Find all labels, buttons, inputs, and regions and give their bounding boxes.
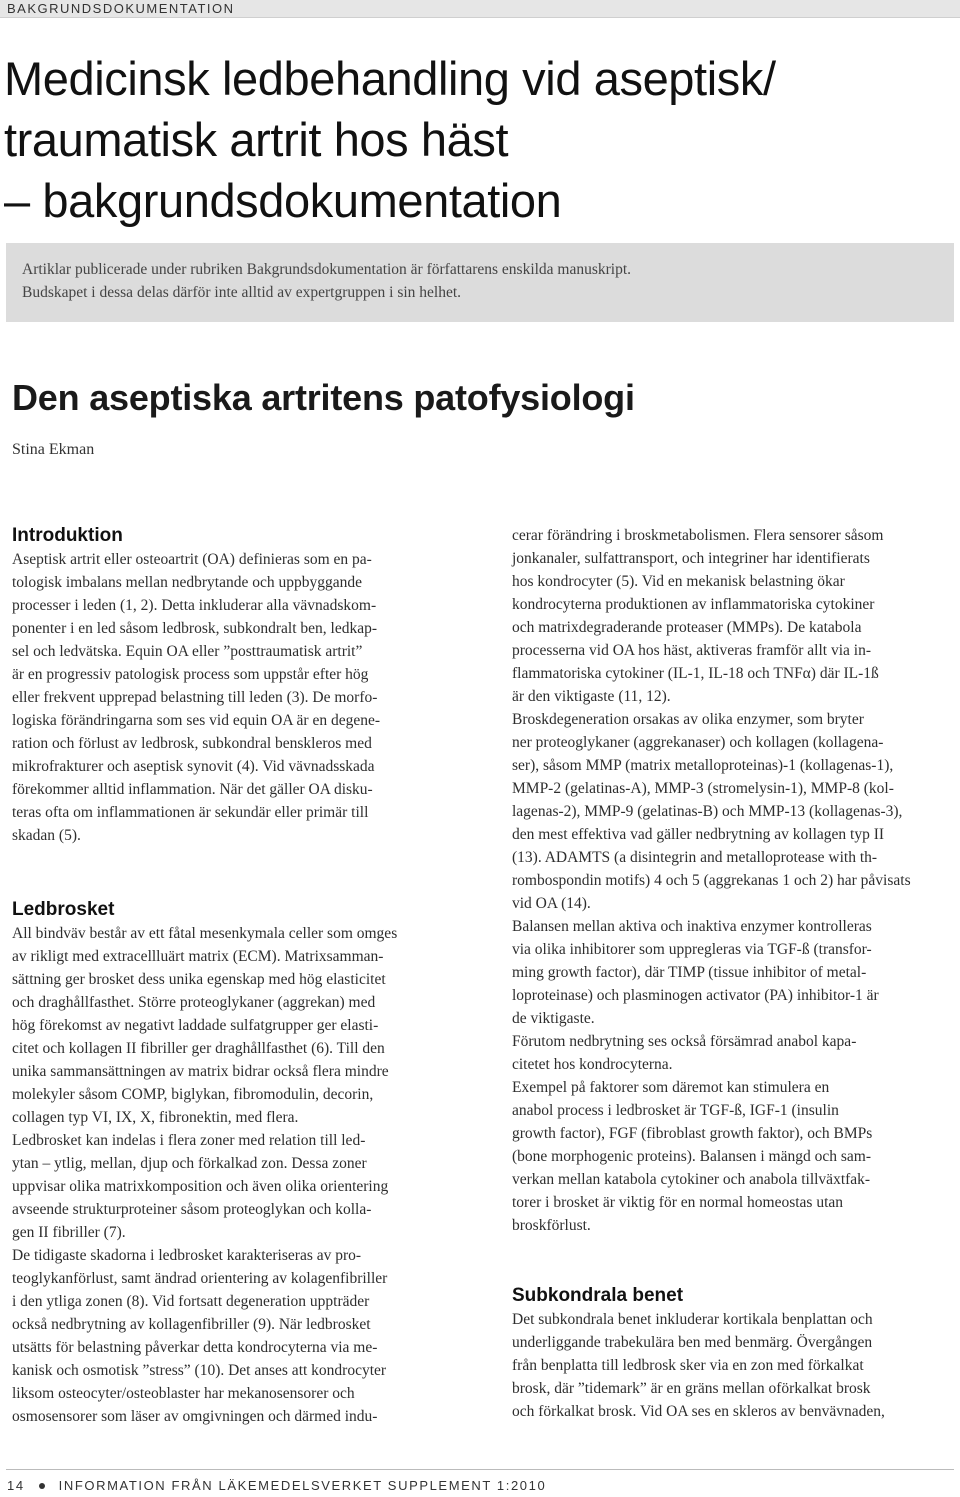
text-line: tologisk imbalans mellan nedbrytande och uppbyggande bbox=[12, 574, 362, 591]
text-line: skadan (5). bbox=[12, 827, 81, 844]
text-line: avseende strukturproteiner såsom proteoglykan och kolla- bbox=[12, 1201, 372, 1218]
text-line: gen II fibriller (7). bbox=[12, 1224, 126, 1241]
intro-paragraphs bbox=[12, 548, 452, 847]
subkondrala-paragraphs bbox=[512, 1308, 952, 1423]
text-line: förekommer alltid inflammation. När det gäller OA disku- bbox=[12, 781, 373, 798]
page-number: 14 bbox=[7, 1478, 25, 1493]
text-line: vid OA (14). bbox=[512, 895, 591, 912]
text-line: ponenter i en led såsom ledbrosk, subkondralt ben, ledkap- bbox=[12, 620, 378, 637]
title-line: – bakgrundsdokumentation bbox=[4, 174, 562, 227]
text-line: sel och ledvätska. Equin OA eller ”posttraumatisk artrit” bbox=[12, 643, 363, 660]
text-line: de viktigaste. bbox=[512, 1010, 595, 1027]
text-line: citet och kollagen II fibriller ger draghållfasthet (6). Till den bbox=[12, 1040, 385, 1057]
right-column bbox=[512, 524, 952, 1423]
article-author: Stina Ekman bbox=[12, 441, 95, 458]
text-line: ming growth factor), där TIMP (tissue inhibitor of metal- bbox=[512, 964, 867, 981]
text-line: underliggande trabekulära ben med benmärg. Övergången bbox=[512, 1334, 873, 1351]
text-line: av rikligt med extracellluärt matrix (ECM). Matrixsamman- bbox=[12, 948, 384, 965]
title-line: Medicinsk ledbehandling vid aseptisk/ bbox=[4, 52, 776, 105]
text-line: är en progressiv patologisk process som uppstår efter hög bbox=[12, 666, 369, 683]
disclaimer-box bbox=[6, 243, 954, 322]
text-line: ration och förlust av ledbrosk, subkondral benskleros med bbox=[12, 735, 372, 752]
text-line: osmosensorer som läser av omgivningen och därmed indu- bbox=[12, 1408, 378, 1425]
text-line: rombospondin motifs) 4 och 5 (aggrekanas 1 och 2) har påvisats bbox=[512, 872, 911, 889]
text-line: logiska förändringarna som ses vid equin OA är en degene- bbox=[12, 712, 381, 729]
section-label: BAKGRUNDSDOKUMENTATION bbox=[7, 1, 235, 16]
footer-divider bbox=[6, 1469, 954, 1470]
text-line: kondrocyterna produktionen av inflammatoriska cytokiner bbox=[512, 596, 875, 613]
text-line: Det subkondrala benet inkluderar kortikala benplattan och bbox=[512, 1311, 873, 1328]
text-line: flammatoriska cytokiner (IL-1, IL-18 och TNFα) där IL-1ß bbox=[512, 665, 879, 682]
text-line: hög förekomst av negativt laddade sulfatgrupper ger elasti- bbox=[12, 1017, 379, 1034]
text-line: verkan mellan katabola cytokiner och anabola tillväxtfak- bbox=[512, 1171, 871, 1188]
text-line: teras ofta om inflammationen är sekundär eller primär till bbox=[12, 804, 369, 821]
text-line: hos kondrocyter (5). Vid en mekanisk belastning ökar bbox=[512, 573, 845, 590]
article-title: Den aseptiska artritens patofysiologi bbox=[12, 377, 635, 418]
text-line: ner proteoglykaner (aggrekanaser) och kollagen (kollagena- bbox=[512, 734, 884, 751]
text-line: All bindväv består av ett fåtal mesenkymala celler som omges bbox=[12, 925, 398, 942]
text-line: och draghållfasthet. Större proteoglykaner (aggrekan) med bbox=[12, 994, 376, 1011]
text-line: anabol process i ledbrosket är TGF-ß, IGF-1 (insulin bbox=[512, 1102, 839, 1119]
text-line: jonkanaler, sulfattransport, och integriner har identifierats bbox=[512, 550, 870, 567]
text-line: molekyler såsom COMP, biglykan, fibromodulin, decorin, bbox=[12, 1086, 374, 1103]
text-line: Exempel på faktorer som däremot kan stimulera en bbox=[512, 1079, 830, 1096]
text-line: loproteinase) och plasminogen activator (PA) inhibitor-1 är bbox=[512, 987, 879, 1004]
text-line: mikrofrakturer och aseptisk synovit (4). Vid vävnadsskada bbox=[12, 758, 375, 775]
text-line: De tidigaste skadorna i ledbrosket karakteriseras av pro- bbox=[12, 1247, 362, 1264]
ledbrosket-heading: Ledbrosket bbox=[12, 899, 115, 920]
page-footer bbox=[7, 1478, 546, 1493]
text-line: från benplatta till ledbrosk sker via en zon med förkalkat bbox=[512, 1357, 864, 1374]
publication-name: INFORMATION FRÅN LÄKEMEDELSVERKET SUPPLEMENT 1:2010 bbox=[58, 1478, 547, 1493]
text-line: Balansen mellan aktiva och inaktiva enzymer kontrolleras bbox=[512, 918, 872, 935]
intro-heading: Introduktion bbox=[12, 525, 123, 546]
left-column bbox=[12, 524, 452, 1428]
text-line: ytan – ytlig, mellan, djup och förkalkad zon. Dessa zoner bbox=[12, 1155, 367, 1172]
bullet-icon bbox=[39, 1483, 45, 1489]
disclaimer-line: Budskapet i dessa delas därför inte alltid av expertgruppen i sin helhet. bbox=[22, 284, 462, 301]
text-line: utsätts för belastning påverkar detta kondrocyterna via me- bbox=[12, 1339, 378, 1356]
text-line: Aseptisk artrit eller osteoartrit (OA) definieras som en pa- bbox=[12, 551, 372, 568]
text-line: processer i leden (1, 2). Detta inkluderar alla vävnadskom- bbox=[12, 597, 377, 614]
text-line: brosk, där ”tidemark” är en gräns mellan oförkalkat brosk bbox=[512, 1380, 871, 1397]
text-line: Broskdegeneration orsakas av olika enzymer, som bryter bbox=[512, 711, 864, 728]
text-line: och förkalkat brosk. Vid OA ses en skleros av benvävnaden, bbox=[512, 1403, 885, 1420]
text-line: citetet hos kondrocyterna. bbox=[512, 1056, 673, 1073]
text-line: lagenas-2), MMP-9 (gelatinas-B) och MMP-13 (kollagenas-3), bbox=[512, 803, 903, 820]
text-line: via olika inhibitorer som uppregleras via TGF-ß (transfor- bbox=[512, 941, 872, 958]
text-line: (13). ADAMTS (a disintegrin and metalloprotease with th- bbox=[512, 849, 878, 866]
text-line: cerar förändring i broskmetabolismen. Flera sensorer såsom bbox=[512, 527, 884, 544]
title-line: traumatisk artrit hos häst bbox=[4, 113, 509, 166]
text-line: growth factor), FGF (fibroblast growth faktor), och BMPs bbox=[512, 1125, 873, 1142]
text-line: är den viktigaste (11, 12). bbox=[512, 688, 671, 705]
text-line: den mest effektiva vad gäller nedbrytning av kollagen typ II bbox=[512, 826, 885, 843]
text-line: uppvisar olika matrixkomposition och även olika orientering bbox=[12, 1178, 389, 1195]
text-line: liksom osteocyter/osteoblaster har mekanosensorer och bbox=[12, 1385, 355, 1402]
text-line: eller frekvent upprepad belastning till leden (3). De morfo- bbox=[12, 689, 378, 706]
text-line: collagen typ VI, IX, X, fibronektin, med flera. bbox=[12, 1109, 299, 1126]
section-header-bar bbox=[0, 0, 960, 18]
text-line: ser), såsom MMP (matrix metalloproteinas)-1 (kollagenas-1), bbox=[512, 757, 894, 774]
text-line: broskförlust. bbox=[512, 1217, 591, 1234]
disclaimer-line: Artiklar publicerade under rubriken Bakgrundsdokumentation är författarens enskilda manuskript. bbox=[22, 261, 632, 278]
text-line: kanisk och osmotisk ”stress” (10). Det anses att kondrocyter bbox=[12, 1362, 387, 1379]
text-line: också nedbrytning av kollagenfibriller (9). När ledbrosket bbox=[12, 1316, 371, 1333]
text-line: MMP-2 (gelatinas-A), MMP-3 (stromelysin-1), MMP-8 (kol- bbox=[512, 780, 894, 797]
text-line: i den ytliga zonen (8). Vid fortsatt degeneration uppträder bbox=[12, 1293, 370, 1310]
text-line: torer i brosket är viktig för en normal homeostas utan bbox=[512, 1194, 844, 1211]
text-line: Ledbrosket kan indelas i flera zoner med relation till led- bbox=[12, 1132, 366, 1149]
text-line: teoglykanförlust, samt ändrad orientering av kolagenfibriller bbox=[12, 1270, 388, 1287]
text-line: och matrixdegraderande proteaser (MMPs). De katabola bbox=[512, 619, 862, 636]
text-line: unika sammansättningen av matrix bidrar också flera mindre bbox=[12, 1063, 389, 1080]
text-line: (bone morphogenic proteins). Balansen i mängd och sam- bbox=[512, 1148, 871, 1165]
text-line: Förutom nedbrytning ses också försämrad anabol kapa- bbox=[512, 1033, 857, 1050]
text-line: sättning ger brosket dess unika egenskap med hög elasticitet bbox=[12, 971, 386, 988]
subkondrala-heading: Subkondrala benet bbox=[512, 1285, 684, 1306]
text-line: processerna vid OA hos häst, aktiveras framför allt via in- bbox=[512, 642, 871, 659]
document-title bbox=[4, 48, 944, 231]
ledbrosket-paragraphs bbox=[12, 922, 452, 1428]
right-column-paragraphs bbox=[512, 524, 952, 1237]
